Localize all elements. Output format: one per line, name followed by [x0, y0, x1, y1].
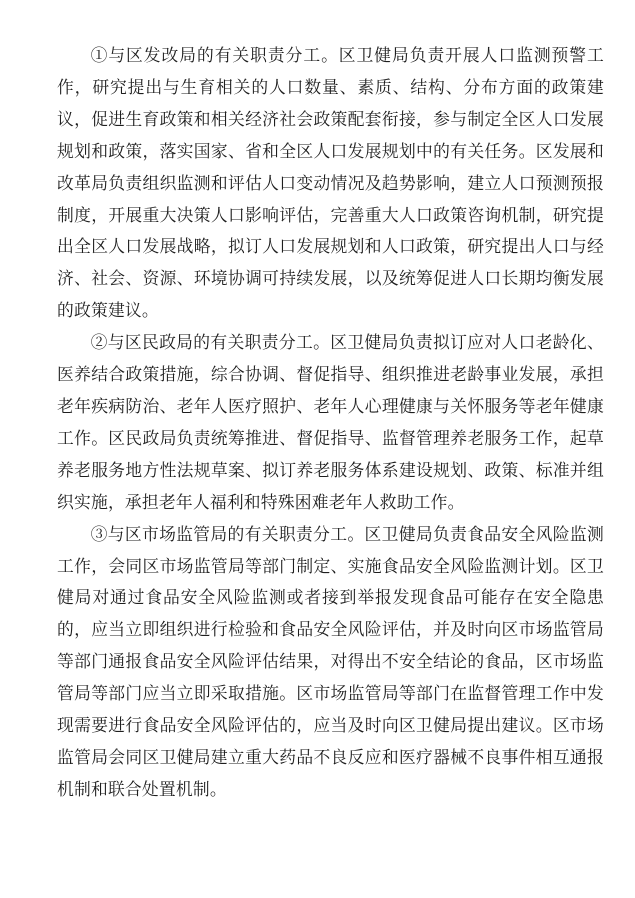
document-body	[57, 40, 604, 806]
paragraph-food-safety: ③与区市场监管局的有关职责分工。区卫健局负责食品安全风险监测工作，会同区市场监管局等部门制定、实施食品安全风险监测计划。区卫健局对通过食品安全风险监测或者接到举报发现食品可能存在安全隐患的，应当立即组织进行检验和食品安全风险评估，并及时向区市场监管局等部门通报食品安全风险评估结果，对得出不安全结论的食品，区市场监管局等部门应当立即采取措施。区市场监管局等部门在监督管理工作中发现需要进行食品安全风险评估的，应当及时向区卫健局提出建议。区市场监管局会同区卫健局建立重大药品不良反应和医疗器械不良事件相互通报机制和联合处置机制。	[57, 523, 604, 799]
paragraph-population-monitoring: ①与区发改局的有关职责分工。区卫健局负责开展人口监测预警工作，研究提出与生育相关的人口数量、素质、结构、分布方面的政策建议，促进生育政策和相关经济社会政策配套衔接，参与制定全区人口发展规划和政策，落实国家、省和全区人口发展规划中的有关任务。区发展和改革局负责组织监测和评估人口变动情况及趋势影响，建立人口预测预报制度，开展重大决策人口影响评估，完善重大人口政策咨询机制，研究提出全区人口发展战略，拟订人口发展规划和人口政策，研究提出人口与经济、社会、资源、环境协调可持续发展，以及统筹促进人口长期均衡发展的政策建议。	[57, 45, 604, 321]
paragraph-elderly-care: ②与区民政局的有关职责分工。区卫健局负责拟订应对人口老龄化、医养结合政策措施，综合协调、督促指导、组织推进老龄事业发展，承担老年疾病防治、老年人医疗照护、老年人心理健康与关怀服务等老年健康工作。区民政局负责统筹推进、督促指导、监督管理养老服务工作，起草养老服务地方性法规草案、拟订养老服务体系建设规划、政策、标准并组织实施，承担老年人福利和特殊困难老年人救助工作。	[57, 332, 604, 512]
